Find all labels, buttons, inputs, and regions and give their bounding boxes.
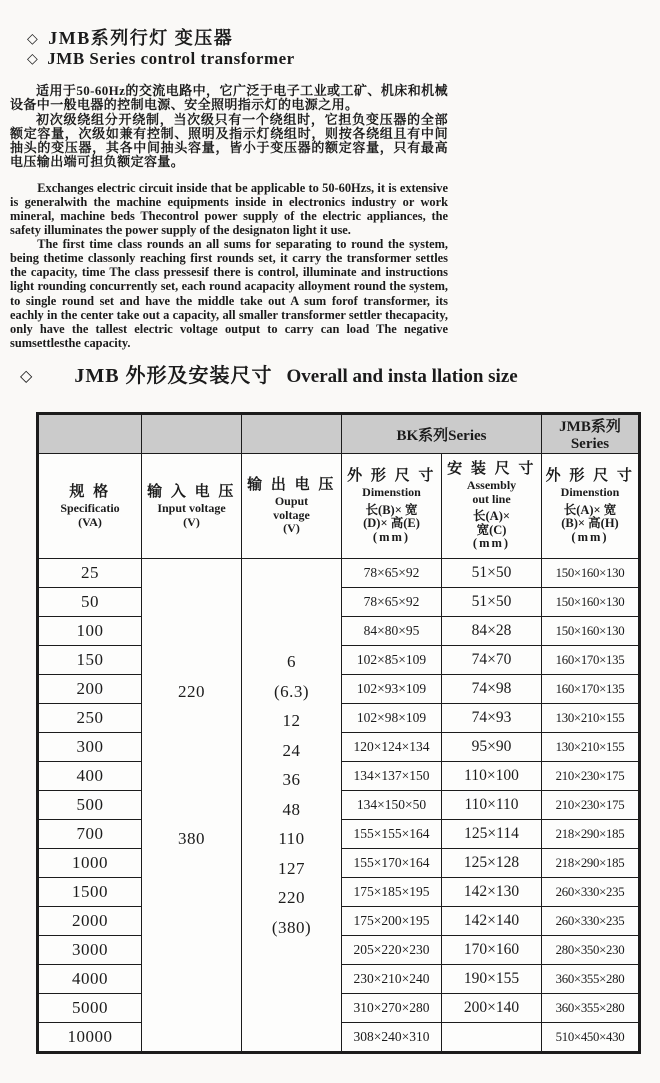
- description-text-block: [10, 84, 448, 350]
- bk-dimension-cell: 78×65×92: [342, 588, 442, 617]
- output-voltage-value: 6: [287, 652, 296, 672]
- output-voltage-value: 12: [282, 711, 301, 731]
- jmb-dimension-cell: 218×290×185: [542, 849, 640, 878]
- assembly-cell: 74×70: [442, 646, 542, 675]
- dimension-table: [36, 412, 641, 1054]
- col-header-assembly-en: Assembly: [466, 478, 517, 493]
- jmb-dimension-cell: 260×330×235: [542, 907, 640, 936]
- bk-dimension-cell: 310×270×280: [342, 994, 442, 1023]
- assembly-cell: [442, 1023, 542, 1053]
- assembly-cell: 74×98: [442, 675, 542, 704]
- bk-dimension-cell: 308×240×310: [342, 1023, 442, 1053]
- col-header-output-en: Ouput: [274, 494, 309, 509]
- jmb-dimension-cell: 160×170×135: [542, 675, 640, 704]
- bk-dimension-cell: 230×210×240: [342, 965, 442, 994]
- assembly-cell: 110×110: [442, 791, 542, 820]
- section-heading: [20, 359, 518, 388]
- diamond-bullet-icon: ◇: [20, 368, 33, 385]
- jmb-dimension-cell: 150×160×130: [542, 588, 640, 617]
- col-header-input: [142, 454, 242, 559]
- bk-series-header: BK系列Series: [342, 414, 542, 454]
- assembly-cell: 95×90: [442, 733, 542, 762]
- jmb-dimension-cell: 130×210×155: [542, 733, 640, 762]
- output-voltage-value: 48: [282, 799, 301, 819]
- col-header-output-zh: 输 出 电 压: [247, 477, 336, 494]
- spec-cell: 500: [38, 791, 142, 820]
- section-title-zh: JMB 外形及安装尺寸: [74, 365, 273, 387]
- bk-dimension-cell: 78×65×92: [342, 559, 442, 588]
- assembly-cell: 170×160: [442, 936, 542, 965]
- bk-dimension-cell: 102×98×109: [342, 704, 442, 733]
- assembly-cell: 142×130: [442, 878, 542, 907]
- section-title-en: Overall and insta llation size: [286, 366, 518, 387]
- output-voltage-value: (380): [271, 917, 312, 937]
- spec-cell: 4000: [38, 965, 142, 994]
- spec-cell: 250: [38, 704, 142, 733]
- jmb-series-header: JMB系列Series: [542, 414, 640, 454]
- jmb-dimension-cell: 360×355×280: [542, 994, 640, 1023]
- spec-cell: 100: [38, 617, 142, 646]
- col-header-input-zh: 输 入 电 压: [147, 484, 236, 500]
- spec-cell: 150: [38, 646, 142, 675]
- jmb-dimension-cell: 260×330×235: [542, 878, 640, 907]
- jmb-dimension-cell: 130×210×155: [542, 704, 640, 733]
- jmb-dimension-cell: 210×230×175: [542, 791, 640, 820]
- bk-dimension-cell: 120×124×134: [342, 733, 442, 762]
- jmb-dimension-cell: 280×350×230: [542, 936, 640, 965]
- col-header-bk-dim-unit: (mm): [372, 529, 411, 544]
- paragraph-en-2: The first time class rounds an all sums for separating to round the system, being thetime classonly reaching first rounds set, it carry the transformer settles the capacity, time The class pressesif there is control, illuminate and instructions light rounding concurrently set, each round acapacity alloyment round the system, to single round set and have the middle take out A sum forof transformer, its eachly in the center take out a capacity, all smaller transformer settler thecapacity, only have the tallest electric voltage output to carry can load The negative sumsettlesthe capacity.: [10, 237, 448, 350]
- col-header-assembly-en2: out line: [472, 491, 511, 506]
- assembly-cell: 142×140: [442, 907, 542, 936]
- col-header-output-en2: voltage: [273, 507, 310, 522]
- page-title-en: [27, 49, 295, 69]
- output-voltage-column: [242, 559, 342, 1053]
- input-voltage-column: [142, 559, 242, 1053]
- col-header-bk-dim-formula-2: (D)× 高(E): [363, 516, 420, 530]
- output-voltage-value: 127: [278, 858, 305, 878]
- col-header-bk-dim-zh: 外 形 尺 寸: [347, 468, 436, 484]
- col-header-bk-dim-en: Dimenstion: [362, 485, 421, 499]
- spec-cell: 2000: [38, 907, 142, 936]
- page-title-en-text: JMB Series control transformer: [47, 49, 295, 68]
- bk-dimension-cell: 155×170×164: [342, 849, 442, 878]
- assembly-cell: 51×50: [442, 588, 542, 617]
- jmb-dimension-cell: 150×160×130: [542, 617, 640, 646]
- output-voltage-value: 220: [278, 888, 305, 908]
- col-header-spec-zh: 规 格: [69, 484, 111, 500]
- bk-dimension-cell: 84×80×95: [342, 617, 442, 646]
- output-voltage-value: 36: [282, 770, 301, 790]
- col-header-jmb-dim-formula-2: (B)× 高(H): [561, 516, 619, 530]
- assembly-cell: 74×93: [442, 704, 542, 733]
- bk-dimension-cell: 102×93×109: [342, 675, 442, 704]
- col-header-jmb-dim-en: Dimenstion: [560, 485, 620, 499]
- input-voltage-value: 380: [178, 829, 205, 849]
- paragraph-zh-2: 初次级绕组分开绕制，当次级只有一个绕组时，它担负变压器的全部额定容量，次级如兼有控制、照明及指示灯绕组时，则按各绕组且有中间抽头的变压器，其各中间抽头容量，皆小于变压器的额定容量，只有最高电压输出端可担负额定容量。: [10, 111, 448, 170]
- output-voltage-value: 24: [282, 740, 301, 760]
- spec-cell: 5000: [38, 994, 142, 1023]
- col-header-assembly-formula-1: 长(A)×: [473, 509, 510, 524]
- col-header-output-unit: (V): [283, 521, 300, 536]
- output-voltage-value: 110: [278, 829, 305, 849]
- col-header-jmb-dim-unit: (mm): [571, 529, 609, 544]
- col-header-bk-dim-formula-1: 长(B)× 宽: [365, 502, 418, 517]
- assembly-cell: 51×50: [442, 559, 542, 588]
- col-header-input-unit: (V): [183, 514, 200, 529]
- diamond-bullet-icon: ◇: [27, 32, 40, 47]
- series-band-row: [38, 414, 640, 454]
- col-header-spec: [38, 454, 142, 559]
- jmb-dimension-cell: 150×160×130: [542, 559, 640, 588]
- col-header-jmb-dimension: [542, 454, 640, 559]
- col-header-spec-en: Specificatio: [60, 501, 120, 515]
- band-empty-cell: [142, 414, 242, 454]
- spec-cell: 200: [38, 675, 142, 704]
- band-empty-cell: [242, 414, 342, 454]
- spec-cell: 50: [38, 588, 142, 617]
- jmb-dimension-cell: 360×355×280: [542, 965, 640, 994]
- assembly-cell: 125×128: [442, 849, 542, 878]
- col-header-assembly-zh: 安 装 尺 寸: [447, 461, 536, 478]
- col-header-jmb-dim-zh: 外 形 尺 寸: [545, 468, 635, 484]
- col-header-spec-unit: (VA): [78, 514, 102, 529]
- table-row: [38, 559, 640, 588]
- jmb-dimension-cell: 210×230×175: [542, 762, 640, 791]
- diamond-bullet-icon: ◇: [27, 52, 39, 67]
- spec-cell: 300: [38, 733, 142, 762]
- assembly-cell: 125×114: [442, 820, 542, 849]
- assembly-cell: 110×100: [442, 762, 542, 791]
- col-header-input-en: Input voltage: [157, 501, 226, 515]
- bk-dimension-cell: 102×85×109: [342, 646, 442, 675]
- spec-cell: 1500: [38, 878, 142, 907]
- spec-cell: 700: [38, 820, 142, 849]
- paragraph-en-1: Exchanges electric circuit inside that be applicable to 50-60Hzs, it is extensive is generalwith the machine equipments inside in electronics industry or work mineral, machine beds Thecontrol power supply of the electric appliances, the safety illuminates the power supply of the designaton light it use.: [10, 180, 448, 238]
- col-header-assembly: [442, 454, 542, 559]
- bk-dimension-cell: 175×185×195: [342, 878, 442, 907]
- spec-cell: 3000: [38, 936, 142, 965]
- bk-dimension-cell: 205×220×230: [342, 936, 442, 965]
- spec-cell: 1000: [38, 849, 142, 878]
- bk-dimension-cell: 175×200×195: [342, 907, 442, 936]
- jmb-dimension-cell: 160×170×135: [542, 646, 640, 675]
- page-title-zh-text: JMB系列行灯 变压器: [48, 28, 234, 48]
- spec-cell: 400: [38, 762, 142, 791]
- col-header-assembly-formula-2: 宽(C): [476, 522, 507, 537]
- col-header-assembly-unit: (mm): [472, 536, 511, 551]
- col-header-jmb-dim-formula-1: 长(A)× 宽: [563, 502, 617, 517]
- band-empty-cell: [38, 414, 142, 454]
- page-title-zh: [27, 24, 233, 50]
- assembly-cell: 84×28: [442, 617, 542, 646]
- bk-dimension-cell: 134×137×150: [342, 762, 442, 791]
- col-header-bk-dimension: [342, 454, 442, 559]
- assembly-cell: 200×140: [442, 994, 542, 1023]
- paragraph-zh-1: 适用于50-60Hz的交流电路中，它广泛于电子工业或工矿、机床和机械设备中一般电器的控制电源、安全照明指示灯的电源之用。: [10, 83, 448, 113]
- bk-dimension-cell: 155×155×164: [342, 820, 442, 849]
- spec-cell: 25: [38, 559, 142, 588]
- bk-dimension-cell: 134×150×50: [342, 791, 442, 820]
- jmb-dimension-cell: 218×290×185: [542, 820, 640, 849]
- input-voltage-value: 220: [178, 681, 205, 701]
- col-header-output: [242, 454, 342, 559]
- spec-cell: 10000: [38, 1023, 142, 1053]
- output-voltage-value: (6.3): [273, 681, 310, 701]
- column-header-row: [38, 454, 640, 559]
- assembly-cell: 190×155: [442, 965, 542, 994]
- jmb-dimension-cell: 510×450×430: [542, 1023, 640, 1053]
